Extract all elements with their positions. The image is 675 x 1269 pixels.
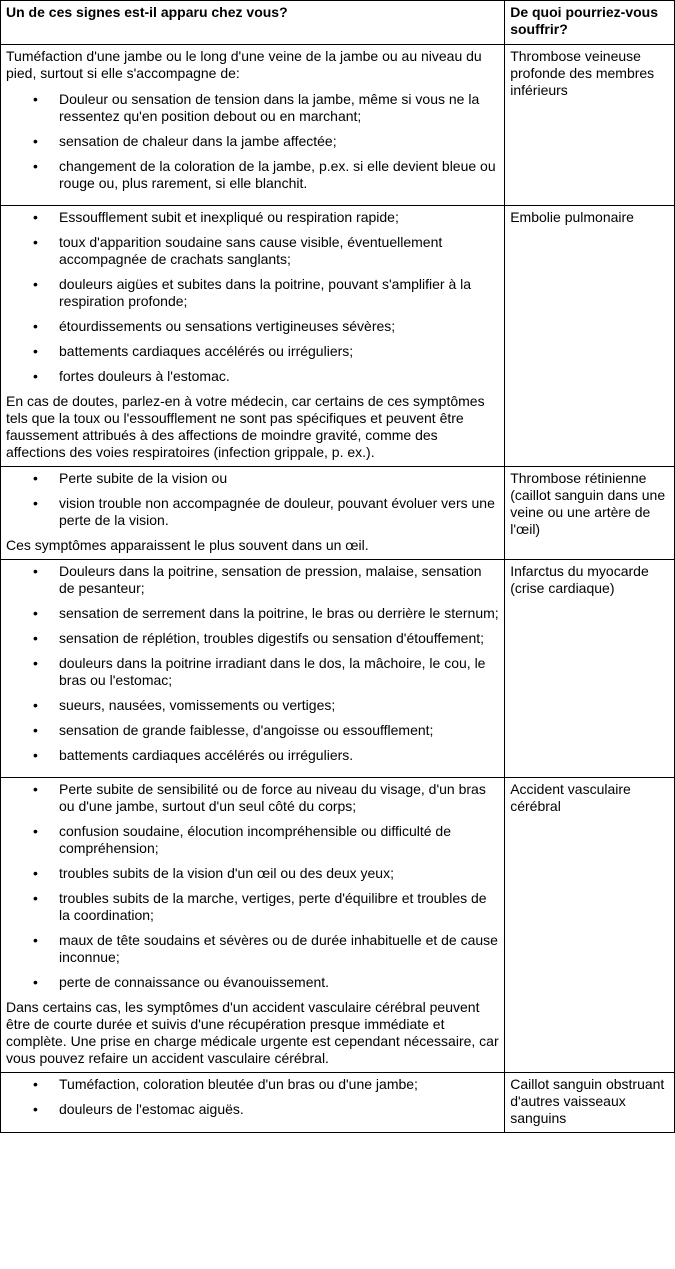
list-item: • douleurs dans la poitrine irradiant dans le dos, la mâchoire, le cou, le bras ou l'estomac;	[6, 655, 499, 689]
list-item: • douleurs aigües et subites dans la poitrine, pouvant s'amplifier à la respiration profonde;	[6, 276, 499, 310]
condition-cell: Embolie pulmonaire	[505, 206, 675, 467]
condition-cell: Thrombose veineuse profonde des membres inférieurs	[505, 45, 675, 206]
symptoms-note: Dans certains cas, les symptômes d'un accident vasculaire cérébral peuvent être de courte durée et suivis d'une récupération presque immédiate et complète. Une prise en charge médicale urgente est cependant nécessaire, car vous pouvez refaire un accident vasculaire cérébral.	[6, 999, 499, 1066]
list-item: • perte de connaissance ou évanouissement.	[6, 974, 499, 991]
symptom-list	[6, 470, 499, 529]
list-item: • Perte subite de la vision ou	[6, 470, 499, 487]
table-row	[1, 45, 675, 206]
header-condition: De quoi pourriez-vous souffrir?	[505, 1, 675, 45]
symptoms-cell	[1, 45, 505, 206]
list-item: • confusion soudaine, élocution incompréhensible ou difficulté de compréhension;	[6, 823, 499, 857]
list-item: • Douleur ou sensation de tension dans la jambe, même si vous ne la ressentez qu'en position debout ou en marchant;	[6, 91, 499, 125]
table-row	[1, 206, 675, 467]
list-item: • sensation de grande faiblesse, d'angoisse ou essoufflement;	[6, 722, 499, 739]
header-symptoms: Un de ces signes est-il apparu chez vous?	[1, 1, 505, 45]
table-row	[1, 778, 675, 1073]
list-item: • Douleurs dans la poitrine, sensation de pression, malaise, sensation de pesanteur;	[6, 563, 499, 597]
list-item: • toux d'apparition soudaine sans cause visible, éventuellement accompagnée de crachats sanglants;	[6, 234, 499, 268]
symptom-list	[6, 91, 499, 192]
table-header-row	[1, 1, 675, 45]
list-item: • Essoufflement subit et inexpliqué ou respiration rapide;	[6, 209, 499, 226]
list-item: • étourdissements ou sensations vertigineuses sévères;	[6, 318, 499, 335]
condition-cell: Infarctus du myocarde (crise cardiaque)	[505, 560, 675, 778]
symptom-list	[6, 781, 499, 991]
list-item: • sensation de réplétion, troubles digestifs ou sensation d'étouffement;	[6, 630, 499, 647]
list-item: • fortes douleurs à l'estomac.	[6, 368, 499, 385]
symptoms-note: En cas de doutes, parlez-en à votre médecin, car certains de ces symptômes tels que la toux ou l'essoufflement ne sont pas spécifiques et peuvent être faussement attribués à des affections de moindre gravité, comme des affections des voies respiratoires (infection grippale, p. ex.).	[6, 393, 485, 460]
list-item: • battements cardiaques accélérés ou irréguliers.	[6, 747, 499, 764]
list-item: • battements cardiaques accélérés ou irréguliers;	[6, 343, 499, 360]
symptom-list	[6, 209, 499, 385]
list-item: • douleurs de l'estomac aiguës.	[6, 1101, 499, 1118]
list-item: • sensation de serrement dans la poitrine, le bras ou derrière le sternum;	[6, 605, 499, 622]
list-item: • maux de tête soudains et sévères ou de durée inhabituelle et de cause inconnue;	[6, 932, 499, 966]
list-item: • vision trouble non accompagnée de douleur, pouvant évoluer vers une perte de la vision.	[6, 495, 499, 529]
symptoms-cell	[1, 1073, 505, 1133]
list-item: • troubles subits de la vision d'un œil ou des deux yeux;	[6, 865, 499, 882]
symptoms-cell	[1, 467, 505, 560]
symptom-list	[6, 563, 499, 764]
list-item: • troubles subits de la marche, vertiges, perte d'équilibre et troubles de la coordination;	[6, 890, 499, 924]
condition-cell: Caillot sanguin obstruant d'autres vaisseaux sanguins	[505, 1073, 675, 1133]
symptoms-intro: Tuméfaction d'une jambe ou le long d'une veine de la jambe ou au niveau du pied, surtout si elle s'accompagne de:	[6, 48, 482, 81]
table-row	[1, 560, 675, 778]
symptoms-note: Ces symptômes apparaissent le plus souvent dans un œil.	[6, 537, 369, 553]
list-item: • sueurs, nausées, vomissements ou vertiges;	[6, 697, 499, 714]
symptoms-cell	[1, 778, 505, 1073]
list-item: • Perte subite de sensibilité ou de force au niveau du visage, d'un bras ou d'une jambe, surtout d'un seul côté du corps;	[6, 781, 499, 815]
list-item: • Tuméfaction, coloration bleutée d'un bras ou d'une jambe;	[6, 1076, 499, 1093]
symptoms-cell	[1, 560, 505, 778]
symptoms-cell	[1, 206, 505, 467]
list-item: • sensation de chaleur dans la jambe affectée;	[6, 133, 499, 150]
condition-cell: Thrombose rétinienne (caillot sanguin dans une veine ou une artère de l'œil)	[505, 467, 675, 560]
symptom-list	[6, 1076, 499, 1118]
list-item: • changement de la coloration de la jambe, p.ex. si elle devient bleue ou rouge ou, plus rarement, si elle blanchit.	[6, 158, 499, 192]
condition-cell: Accident vasculaire cérébral	[505, 778, 675, 1073]
table-row	[1, 1073, 675, 1133]
table-row	[1, 467, 675, 560]
